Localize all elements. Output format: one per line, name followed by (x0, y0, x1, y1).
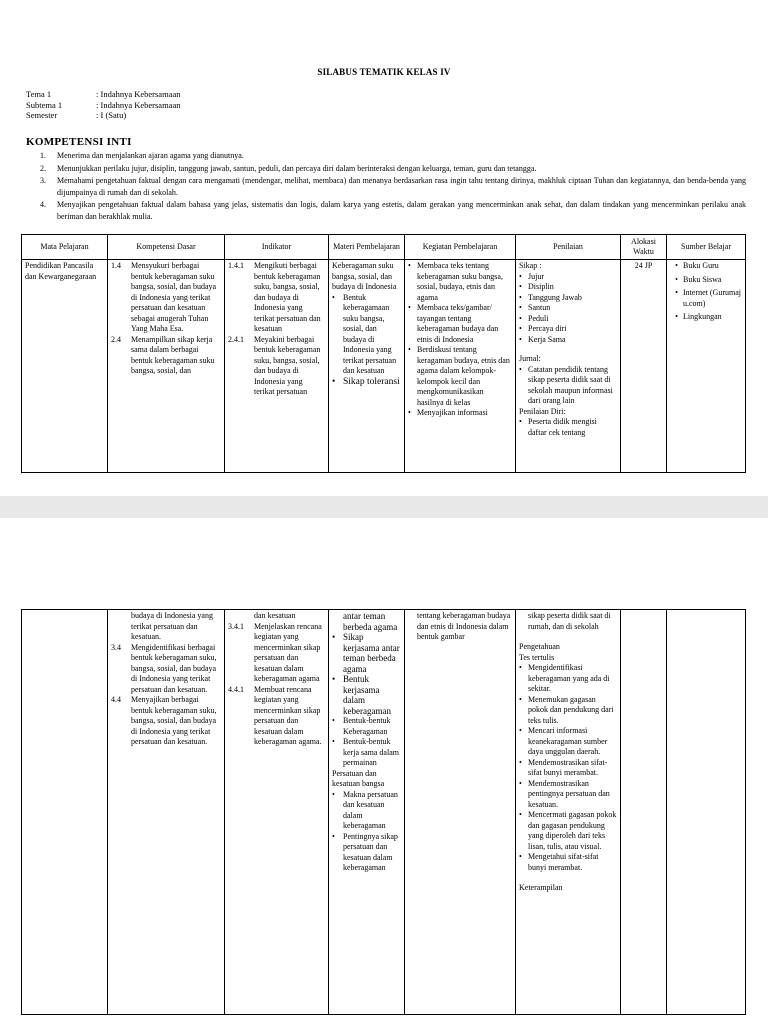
pengetahuan-text: Menemukan gagasan pokok dan pendukung dari teks tulis. (528, 694, 614, 725)
sumber-item (670, 312, 742, 323)
kompetensi-inti-heading: KOMPETENSI INTI (26, 136, 132, 148)
bullet-dot-icon: • (519, 292, 522, 302)
bullet-dot-icon: • (408, 408, 411, 417)
header-indikator: Indikator (225, 235, 329, 260)
pengetahuan-item (519, 810, 617, 852)
sikap-text: Santun (528, 303, 551, 312)
cell-mapel (22, 610, 108, 1015)
cell-mapel (22, 260, 108, 473)
bullet-dot-icon: • (332, 831, 335, 841)
ki-text: Menerima dan menjalankan ajaran agama yang dianutnya. (57, 151, 244, 160)
penilaian-diri-label: Penilaian Diri: (519, 406, 566, 416)
bullet-dot-icon: • (519, 334, 522, 344)
materi-intro: Keberagaman suku bangsa, sosial, dan budaya di Indonesia (332, 261, 397, 291)
bullet-dot-icon: • (519, 313, 522, 323)
materi-bullet-text: Bentuk-bentuk kerja sama dalam permainan (343, 737, 399, 767)
kompetensi-inti-item (26, 163, 746, 175)
materi-bullet (332, 377, 401, 388)
kompetensi-inti-list (26, 150, 746, 223)
cell-penilaian (516, 260, 621, 473)
tes-tertulis-label: Tes tertulis (519, 652, 555, 662)
materi-bullet-text: Pentingnya sikap persatuan dan kesatuan dalam keberagaman (343, 831, 398, 872)
indikator-text: Meyakini berbagai bentuk keberagaman suku, bangsa, sosial, dan budaya di Indonesia yang terikat persatuan (254, 334, 321, 396)
sikap-text: Jujur (528, 271, 544, 281)
sumber-item (670, 288, 742, 309)
pengetahuan-item (519, 758, 617, 779)
kd-number: 3.4 (111, 642, 121, 652)
materi-lead-text: antar teman berbeda agama (343, 611, 398, 632)
kd-item (111, 695, 221, 748)
kd-lead-text: budaya di Indonesia yang terikat persatuan dan kesatuan. (131, 611, 213, 641)
sumber-item (670, 275, 742, 286)
bullet-dot-icon: • (519, 694, 522, 704)
kd-number: 1.4 (111, 261, 121, 270)
penilaian-lead-text: sikap peserta didik saat di rumah, dan di sekolah (528, 611, 611, 631)
pengetahuan-item (519, 852, 617, 873)
indikator-text: Membuat rencana kegiatan yang mencerminkan sikap persatuan dan kesatuan dalam keberagaman agama. (254, 684, 322, 746)
materi-bullet-text: Bentuk keberagamaan suku bangsa, sosial, dan budaya di Indonesia yang terikat persatuan dan kesatuan (343, 292, 397, 375)
ki-number: 1. (40, 151, 46, 160)
cell-materi (329, 610, 405, 1015)
bullet-dot-icon: • (519, 282, 522, 291)
cell-kd (108, 260, 225, 473)
cell-penilaian (516, 610, 621, 1015)
bullet-dot-icon: • (332, 632, 336, 642)
table-row (22, 260, 746, 473)
kd-text: Menyajikan berbagai bentuk keberagaman suku, bangsa, sosial, dan budaya di Indonesia yang terikat persatuan dan kesatuan. (131, 695, 217, 746)
kegiatan-text: Membaca teks/gambar/ tayangan tentang keberagaman budaya dan etnis di Indonesia (417, 303, 499, 344)
sikap-item (519, 272, 617, 283)
meta-info (26, 89, 181, 121)
materi-bullet-text: Sikap toleransi (343, 376, 400, 387)
kd-text: Mensyukuri berbagai bentuk keberagaman suku bangsa, sosial, dan budaya di Indonesia yang terikat persatuan dan kesatuan sebagai anugerah Tuhan Yang Maha Esa. (131, 261, 217, 333)
sikap-item (519, 293, 617, 304)
pengetahuan-item (519, 779, 617, 811)
materi-bullet-text: Bentuk-bentuk Keberagaman (343, 716, 391, 736)
ki-text: Memahami pengetahuan faktual dengan cara mengamati (mendengar, melihat, membaca) dan menanya berdasarkan rasa ingin tahu tentang dirinya, makhluk ciptaan Tuhan dan kegiatannya, dan benda-benda yang dijumpainya di rumah dan di sekolah. (57, 176, 746, 197)
pengetahuan-item (519, 695, 617, 727)
cell-kd (108, 610, 225, 1015)
pengetahuan-text: Mencari informasi keanekaragaman sumber daya unggulan daerah. (528, 726, 608, 756)
materi-sub-heading: Persatuan dan kesatuan bangsa (332, 768, 385, 788)
ki-text: Menyajikan pengetahuan faktual dalam bahasa yang jelas, sistematis dan logis, dalam karya yang estetis, dalam gerakan yang mencerminkan anak sehat, dan dalam tindakan yang mencerminkan perilaku anak beriman dan berakhlak mulia. (57, 200, 746, 221)
bullet-dot-icon: • (519, 726, 522, 735)
sumber-item (670, 261, 742, 272)
kegiatan-text: Membaca teks tentang keberagaman suku bangsa, sosial, budaya, etnis dan agama (417, 261, 503, 302)
indikator-text: Menjelaskan rencana kegiatan yang mencerminkan sikap persatuan dan kesatuan dalam keberagaman agama (254, 621, 322, 683)
bullet-dot-icon: • (519, 757, 522, 767)
cell-kegiatan (405, 260, 516, 473)
sikap-item (519, 324, 617, 335)
indikator-item (228, 335, 325, 398)
sikap-item (519, 282, 617, 293)
header-penilaian: Penilaian (516, 235, 621, 260)
header-alokasi: Alokasi Waktu (621, 235, 667, 260)
cell-sumber (667, 260, 746, 473)
bullet-dot-icon: • (519, 778, 522, 788)
materi-bullet (332, 716, 401, 737)
meta-value: : Indahnya Kebersamaan (96, 89, 181, 99)
sikap-text: Kerja Sama (528, 334, 566, 344)
kd-item (111, 335, 221, 377)
kd-number: 2.4 (111, 334, 121, 344)
cell-alokasi (621, 610, 667, 1015)
mapel-text: Pendidikan Pancasila dan Kewarganegaraan (25, 261, 97, 281)
indikator-number: 1.4.1 (228, 261, 244, 270)
bullet-dot-icon: • (519, 303, 522, 312)
bullet-dot-icon: • (519, 663, 522, 672)
pengetahuan-label: Pengetahuan (519, 642, 560, 651)
alokasi-text: 24 JP (634, 261, 653, 270)
pengetahuan-item (519, 663, 617, 695)
kompetensi-inti-item (26, 175, 746, 198)
cell-indikator (225, 610, 329, 1015)
meta-key: Subtema 1 (26, 99, 63, 110)
bullet-dot-icon: • (675, 274, 678, 284)
materi-bullet (332, 790, 401, 832)
header-mata-pelajaran: Mata Pelajaran (22, 235, 108, 260)
sikap-text: Disiplin (528, 282, 554, 291)
bullet-dot-icon: • (408, 261, 411, 270)
pengetahuan-item (519, 726, 617, 758)
sumber-text: Internet (Gurumaju.com) (683, 288, 741, 308)
bullet-dot-icon: • (332, 674, 336, 684)
sumber-text: Lingkungan (683, 312, 722, 321)
kegiatan-lead-text: tentang keberagaman budaya dan etnis di Indonesia dalam bentuk gambar (417, 611, 511, 641)
pengetahuan-text: Mengetahui sifat-sifat bunyi merambat. (528, 852, 599, 872)
bullet-dot-icon: • (519, 417, 522, 426)
cell-sumber (667, 610, 746, 1015)
table-row (22, 610, 746, 1015)
materi-bullet (332, 674, 401, 716)
syllabus-table-page-2 (21, 609, 746, 1015)
kegiatan-text: Menyajikan informasi (417, 408, 488, 417)
meta-row-subtema (26, 100, 181, 111)
penilaian-jurnal-label: Jurnal: (519, 354, 541, 363)
kd-number: 4.4 (111, 695, 121, 704)
kd-item (111, 261, 221, 335)
header-kegiatan: Kegiatan Pembelajaran (405, 235, 516, 260)
sikap-item (519, 303, 617, 314)
bullet-dot-icon: • (332, 292, 335, 302)
ki-number: 3. (40, 176, 46, 185)
kegiatan-item (408, 261, 512, 303)
cell-materi (329, 260, 405, 473)
ki-number: 2. (40, 163, 46, 173)
meta-value: : Indahnya Kebersamaan (96, 99, 181, 110)
cell-alokasi (621, 260, 667, 473)
header-sumber: Sumber Belajar (667, 235, 746, 260)
header-kompetensi-dasar: Kompetensi Dasar (108, 235, 225, 260)
document-page-1 (0, 0, 768, 496)
bullet-dot-icon: • (332, 789, 335, 799)
materi-bullet (332, 832, 401, 874)
pengetahuan-text: Mendemostrasikan pentingnya persatuan dan kesatuan. (528, 778, 610, 809)
diri-item (519, 417, 617, 438)
sumber-text: Buku Siswa (683, 274, 722, 284)
sikap-text: Percaya diri (528, 324, 567, 333)
bullet-dot-icon: • (519, 364, 522, 374)
pengetahuan-text: Mengidentifikasi keberagaman yang ada di sekitar. (528, 663, 610, 693)
indikator-item (228, 261, 325, 335)
meta-value: : I (Satu) (96, 110, 127, 120)
kd-text: Mengidentifikasi berbagai bentuk keberagaman suku, bangsa, sosial, dan budaya di Indonesia yang terikat persatuan dan kesatuan. (131, 642, 217, 694)
kegiatan-text: Berdiskusi tentang keragaman budaya, etnis dan agama dalam kelompok-kelompok kecil dan mengkomunikasikan hasilnya di kelas (417, 345, 510, 407)
bullet-dot-icon: • (332, 737, 335, 746)
indikator-item (228, 622, 325, 685)
jurnal-item (519, 365, 617, 407)
sikap-text: Peduli (528, 313, 549, 323)
meta-key: Tema 1 (26, 89, 52, 99)
sikap-text: Tanggung Jawab (528, 292, 582, 302)
meta-row-semester (26, 110, 181, 121)
bullet-dot-icon: • (675, 261, 678, 270)
materi-bullet (332, 737, 401, 769)
indikator-number: 3.4.1 (228, 621, 244, 631)
penilaian-sikap-label: Sikap : (519, 261, 542, 270)
indikator-number: 4.4.1 (228, 684, 244, 694)
kompetensi-inti-item (26, 199, 746, 222)
meta-row-tema (26, 89, 181, 100)
sikap-item (519, 335, 617, 346)
materi-bullet-text: Sikap kerjasama antar teman berbeda agama (343, 632, 400, 674)
syllabus-table-page-1 (21, 234, 746, 473)
kd-text: Menampilkan sikap kerja sama dalam berbagai bentuk keberagaman suku bangsa, sosial, dan (131, 334, 215, 375)
indikator-lead-text: dan kesatuan (254, 611, 296, 620)
ki-number: 4. (40, 200, 46, 209)
indikator-text: Mengikuti berbagai bentuk keberagaman suku, bangsa, sosial, dan budaya di Indonesia yang terikat persatuan dan kesatuan (254, 261, 321, 333)
bullet-dot-icon: • (332, 716, 335, 725)
materi-bullet (332, 632, 401, 674)
bullet-dot-icon: • (408, 303, 411, 312)
kompetensi-inti-item (26, 150, 746, 162)
kd-item (111, 643, 221, 696)
materi-bullet (332, 293, 401, 377)
pengetahuan-text: Mencermati gagasan pokok dan gagasan pendukung yang diperoleh dari teks lisan, tulis, atau visual. (528, 810, 617, 851)
jurnal-text: Catatan pendidik tentang sikap peserta didik saat di sekolah maupun informasi dari orang lain (528, 364, 613, 405)
materi-bullet-text: Makna persatuan dan kesatuan dalam keberagaman (343, 789, 398, 830)
bullet-dot-icon: • (519, 852, 522, 861)
sumber-text: Buku Guru (683, 261, 719, 270)
bullet-dot-icon: • (675, 312, 678, 321)
meta-key: Semester (26, 110, 58, 120)
bullet-dot-icon: • (675, 288, 678, 297)
kegiatan-item (408, 345, 512, 408)
cell-kegiatan (405, 610, 516, 1015)
table-header-row (22, 235, 746, 260)
document-page-2 (0, 518, 768, 1024)
document-title: SILABUS TEMATIK KELAS IV (317, 67, 451, 77)
bullet-dot-icon: • (408, 345, 411, 354)
indikator-item (228, 685, 325, 748)
header-materi: Materi Pembelajaran (329, 235, 405, 260)
keterampilan-label: Keterampilan (519, 883, 563, 892)
bullet-dot-icon: • (519, 271, 522, 281)
indikator-number: 2.4.1 (228, 334, 244, 344)
materi-bullet-text: Bentuk kerjasama dalam keberagaman (343, 674, 391, 716)
kegiatan-item (408, 303, 512, 345)
cell-indikator (225, 260, 329, 473)
pengetahuan-text: Mendemostrasikan sifat-sifat bunyi merambat. (528, 757, 608, 777)
bullet-dot-icon: • (519, 324, 522, 333)
sikap-item (519, 314, 617, 325)
kegiatan-item (408, 408, 512, 419)
ki-text: Menunjukkan perilaku jujur, disiplin, tanggung jawab, santun, peduli, dan percaya diri dalam berinteraksi dengan keluarga, teman, guru dan tetangga. (57, 163, 537, 173)
bullet-dot-icon: • (519, 810, 522, 819)
bullet-dot-icon: • (332, 376, 336, 387)
diri-text: Peserta didik mengisi daftar cek tentang (528, 417, 597, 437)
